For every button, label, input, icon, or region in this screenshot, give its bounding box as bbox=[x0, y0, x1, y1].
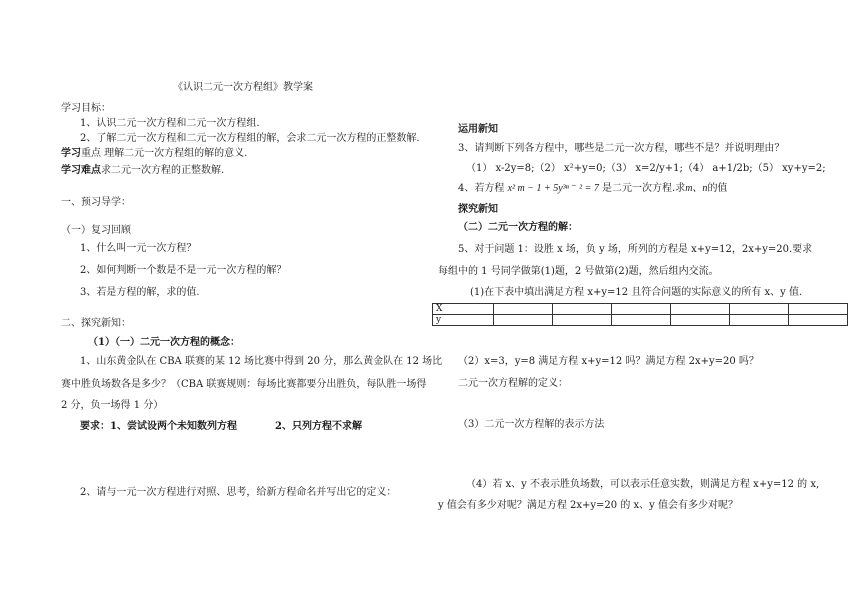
question-4 bbox=[458, 183, 727, 195]
problem-5-line-1: 5、对于问题 1：设胜 x 场，负 y 场，所列的方程是 x+y=12，2x+y=20.要求 bbox=[458, 244, 813, 255]
problem-1-line-3: 2 分，负一场得 1 分） bbox=[61, 400, 164, 411]
table-row-label: y bbox=[433, 315, 494, 326]
problem-1-line-1: 1、山东黄金队在 CBA 联赛的某 12 场比赛中得到 20 分，那么黄金队在 12 场比 bbox=[80, 356, 443, 367]
question-1: 1、什么叫一元一次方程？ bbox=[80, 243, 197, 254]
problem-5-sub-2: （2）x=3，y=8 满足方程 x+y=12 吗？满足方程 2x+y=20 吗？ bbox=[458, 356, 759, 367]
solution-heading: （二）二元一次方程的解： bbox=[458, 222, 578, 233]
question-3-right: 3、请判断下列各方程中，哪些是二元一次方程，哪些不是？并说明理由？ bbox=[458, 143, 785, 154]
solution-definition: 二元一次方程解的定义： bbox=[458, 378, 568, 389]
goal-2: 2、了解二元一次方程和二元一次方程组的解，会求二元一次方程的正整数解. bbox=[80, 133, 420, 144]
table-cell[interactable] bbox=[671, 304, 730, 315]
problem-5-sub-3: （3）二元一次方程解的表示方法 bbox=[458, 419, 605, 430]
difficulty-point bbox=[61, 165, 224, 177]
table-cell[interactable] bbox=[553, 304, 612, 315]
apply-heading: 运用新知 bbox=[458, 124, 498, 135]
difficulty-label: 学习难点 bbox=[61, 165, 101, 176]
goals-heading: 学习目标： bbox=[61, 103, 111, 114]
question-4-prefix: 4、若方程 bbox=[458, 183, 505, 194]
table-cell[interactable] bbox=[612, 304, 671, 315]
key-point-text: 重点 理解二元一次方程组的解的意义. bbox=[81, 148, 248, 159]
table-cell[interactable] bbox=[494, 315, 553, 326]
answer-table bbox=[432, 303, 848, 326]
section-explore-heading: 二、探究新知： bbox=[61, 318, 131, 329]
concept-heading: （1）（一）二元一次方程的概念： bbox=[88, 337, 240, 348]
section-preview-heading: 一、预习导学： bbox=[61, 197, 131, 208]
table-cell[interactable] bbox=[671, 315, 730, 326]
requirement-1: 要求：1、尝试设两个未知数列方程 bbox=[80, 421, 237, 432]
key-point bbox=[61, 148, 247, 160]
goal-1: 1、认识二元一次方程和二元一次方程组. bbox=[80, 118, 260, 129]
table-cell[interactable] bbox=[730, 315, 789, 326]
question-3: 3、若是方程的解，求的值. bbox=[80, 287, 200, 298]
question-4-middle: 是二元一次方程.求 bbox=[602, 183, 686, 194]
table-cell[interactable] bbox=[494, 304, 553, 315]
question-2: 2、如何判断一个数是不是一元一次方程的解？ bbox=[80, 265, 287, 276]
equation-list: （1） x-2y=8;（2） x²+y=0;（3） x=2/y+1;（4） a+1/2b;（5） xy+y=2; bbox=[466, 163, 826, 174]
review-heading: （一）复习回顾 bbox=[61, 225, 131, 236]
explore-heading: 探究新知 bbox=[458, 204, 498, 215]
table-cell[interactable] bbox=[789, 315, 848, 326]
table-row bbox=[433, 315, 848, 326]
question-4-vars: m、n bbox=[685, 183, 708, 194]
problem-5-sub-4-line-1: （4）若 x、y 不表示胜负场数，可以表示任意实数，则满足方程 x+y=12 的 x, bbox=[466, 479, 820, 490]
problem-1-line-2: 赛中胜负场数各是多少？（CBA 联赛规则：每场比赛都要分出胜负，每队胜一场得 bbox=[61, 379, 427, 390]
table-row bbox=[433, 304, 848, 315]
problem-5-sub-4-line-2: y 值会有多少对呢？满足方程 2x+y=20 的 x、y 值会有多少对呢？ bbox=[438, 500, 738, 511]
table-cell[interactable] bbox=[553, 315, 612, 326]
table-cell[interactable] bbox=[789, 304, 848, 315]
requirement-2: 2、只列方程不求解 bbox=[275, 421, 362, 432]
key-point-label: 学习 bbox=[61, 148, 81, 159]
question-4-equation: x² m − 1 + 5y³ⁿ ⁻ ² = 7 bbox=[507, 183, 599, 194]
table-cell[interactable] bbox=[612, 315, 671, 326]
problem-5-line-2: 每组中的 1 号同学做第(1)题，2 号做第(2)题，然后组内交流。 bbox=[438, 266, 719, 277]
table-cell[interactable] bbox=[730, 304, 789, 315]
page-title: 《认识二元一次方程组》教学案 bbox=[173, 82, 313, 93]
problem-5-sub-1: (1)在下表中填出满足方程 x+y=12 且符合问题的实际意义的所有 x、y 值. bbox=[470, 287, 803, 298]
problem-2: 2、请与一元一次方程进行对照、思考，给新方程命名并写出它的定义： bbox=[80, 487, 397, 498]
difficulty-text: 求二元一次方程的正整数解. bbox=[101, 165, 225, 176]
table-row-label: X bbox=[433, 304, 494, 315]
question-4-suffix: 的值 bbox=[707, 183, 728, 194]
